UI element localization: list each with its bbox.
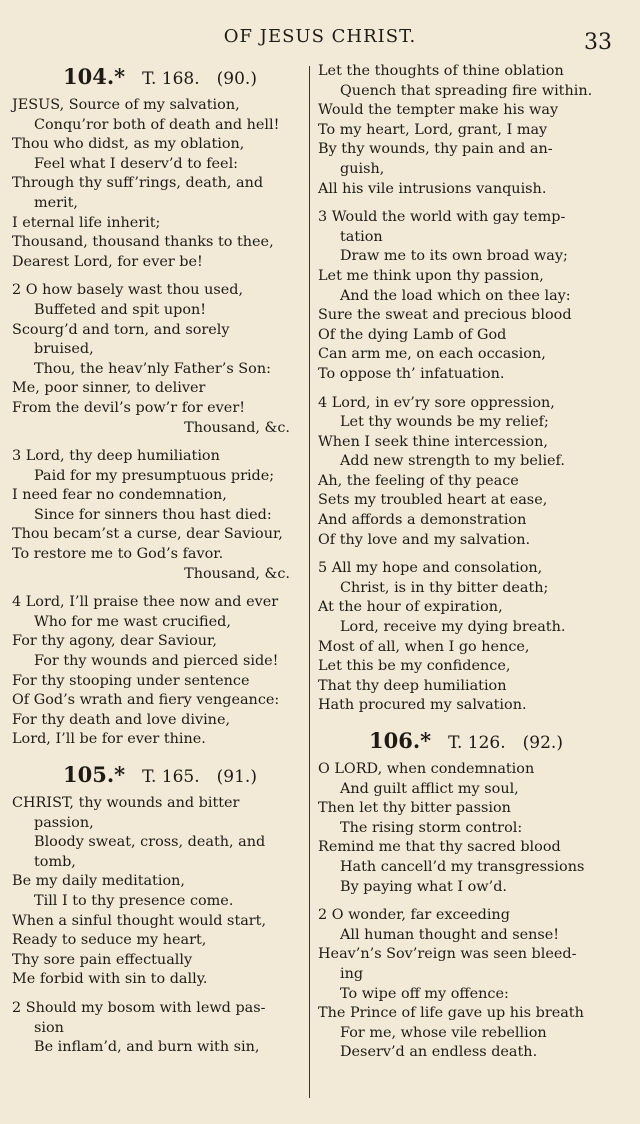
verse-line: Sure the sweat and precious blood bbox=[318, 307, 572, 324]
verse-line: I eternal life inherit; bbox=[12, 214, 161, 231]
verse-line: Of God’s wrath and fiery vengeance: bbox=[12, 692, 280, 709]
verse-line: Quench that spreading fire within. bbox=[340, 82, 593, 99]
verse-line: 5 All my hope and consolation, bbox=[318, 560, 543, 577]
verse-line: Remind me that thy sacred blood bbox=[318, 839, 561, 856]
hymn-heading bbox=[318, 728, 614, 753]
verse-line: Deserv’d an endless death. bbox=[340, 1044, 538, 1061]
running-header: OF JESUS CHRIST. bbox=[223, 26, 417, 47]
verse-line: Let thy wounds be my relief; bbox=[340, 414, 549, 431]
verse-line: To oppose th’ infatuation. bbox=[318, 365, 505, 382]
verse-line: 2 Should my bosom with lewd pas- bbox=[12, 999, 266, 1016]
stanza bbox=[12, 794, 308, 990]
verse-line: Conqu’ror both of death and hell! bbox=[34, 116, 280, 133]
verse-line: To my heart, Lord, grant, I may bbox=[318, 121, 548, 138]
verse-line: By paying what I ow’d. bbox=[340, 878, 507, 895]
verse-line: Heav’n’s Sov’reign was seen bleed- bbox=[318, 946, 577, 963]
verse-line: And the load which on thee lay: bbox=[340, 287, 571, 304]
verse-line: By thy wounds, thy pain and an- bbox=[318, 141, 553, 158]
verse-line: Thousand, thousand thanks to thee, bbox=[12, 234, 274, 251]
verse-line: Let the thoughts of thine oblation bbox=[318, 63, 564, 79]
verse-line: Sets my troubled heart at ease, bbox=[318, 492, 548, 509]
right-column bbox=[318, 62, 614, 1072]
verse-line: Hath cancell’d my transgressions bbox=[340, 858, 585, 875]
stanza bbox=[318, 559, 614, 716]
verse-line: At the hour of expiration, bbox=[318, 599, 503, 616]
verse-line: All human thought and sense! bbox=[340, 926, 560, 943]
verse-line: That thy deep humiliation bbox=[318, 677, 507, 694]
verse-line: Thousand, &c. bbox=[184, 419, 290, 436]
verse-line: Hath procured my salvation. bbox=[318, 697, 527, 714]
verse-line: Be inflam’d, and burn with sin, bbox=[34, 1039, 260, 1056]
verse-line: Who for me wast crucified, bbox=[34, 613, 231, 630]
verse-line: Of thy love and my salvation. bbox=[318, 531, 531, 548]
verse-line: Then let thy bitter passion bbox=[318, 800, 511, 817]
verse-line: Thousand, &c. bbox=[184, 565, 290, 582]
hymn-tune: T. 168. bbox=[142, 69, 200, 89]
verse-line: Bloody sweat, cross, death, and bbox=[34, 834, 266, 851]
verse-line: ing bbox=[340, 965, 364, 982]
verse-line: To wipe off my offence: bbox=[340, 985, 509, 1002]
verse-line: Ready to seduce my heart, bbox=[12, 932, 207, 949]
verse-line: Paid for my presumptuous pride; bbox=[34, 467, 275, 484]
hymn-heading bbox=[12, 762, 308, 787]
verse-line: Be my daily meditation, bbox=[12, 873, 185, 890]
hymn-meter: (90.) bbox=[216, 69, 257, 89]
stanza bbox=[12, 281, 308, 438]
verse-line: All his vile intrusions vanquish. bbox=[318, 180, 547, 197]
verse-line: CHRIST, thy wounds and bitter bbox=[12, 795, 240, 811]
verse-line: And guilt afflict my soul, bbox=[340, 780, 519, 797]
verse-line: For thy wounds and pierced side! bbox=[34, 653, 279, 670]
verse-line: Since for sinners thou hast died: bbox=[34, 506, 272, 523]
verse-line: Add new strength to my belief. bbox=[340, 453, 565, 470]
verse-line: 3 Lord, thy deep humiliation bbox=[12, 448, 220, 465]
verse-line: passion, bbox=[34, 814, 94, 831]
verse-line: O LORD, when condemnation bbox=[318, 761, 535, 777]
column-divider bbox=[309, 66, 310, 1098]
stanza bbox=[318, 760, 614, 897]
stanza bbox=[12, 447, 308, 584]
stanza bbox=[318, 906, 614, 1063]
verse-line: tation bbox=[340, 228, 383, 245]
verse-line: And affords a demonstration bbox=[318, 512, 527, 529]
stanza bbox=[318, 208, 614, 384]
verse-line: For thy death and love divine, bbox=[12, 711, 231, 728]
hymn-number: 104.* bbox=[63, 64, 126, 89]
verse-line: 2 O wonder, far exceeding bbox=[318, 907, 510, 924]
verse-line: The Prince of life gave up his breath bbox=[318, 1005, 584, 1022]
verse-line: When a sinful thought would start, bbox=[12, 912, 267, 929]
verse-line: I need fear no condemnation, bbox=[12, 487, 227, 504]
hymn-number: 105.* bbox=[63, 762, 126, 787]
verse-line: 3 Would the world with gay temp- bbox=[318, 209, 566, 226]
verse-line: From the devil’s pow’r for ever! bbox=[12, 399, 245, 416]
stanza bbox=[318, 62, 614, 199]
verse-line: To restore me to God’s favor. bbox=[12, 546, 224, 563]
stanza bbox=[12, 999, 308, 1058]
verse-line: 4 Lord, I’ll praise thee now and ever bbox=[12, 594, 279, 611]
verse-line: 2 O how basely wast thou used, bbox=[12, 282, 244, 299]
verse-line: Me, poor sinner, to deliver bbox=[12, 380, 206, 397]
verse-line: Lord, receive my dying breath. bbox=[340, 619, 566, 636]
verse-line: Of the dying Lamb of God bbox=[318, 326, 507, 343]
hymn-tune: T. 126. bbox=[448, 733, 506, 753]
verse-line: The rising storm control: bbox=[340, 819, 523, 836]
stanza bbox=[12, 96, 308, 272]
verse-line: JESUS, Source of my salvation, bbox=[12, 97, 240, 113]
verse-line: Scourg’d and torn, and sorely bbox=[12, 321, 230, 338]
verse-line: Till I to thy presence come. bbox=[34, 892, 234, 909]
verse-line: Thy sore pain effectually bbox=[12, 951, 193, 968]
stanza bbox=[318, 394, 614, 551]
verse-line: Me forbid with sin to dally. bbox=[12, 971, 208, 988]
verse-line: Let this be my confidence, bbox=[318, 658, 511, 675]
verse-line: Dearest Lord, for ever be! bbox=[12, 253, 203, 270]
hymn-number: 106.* bbox=[369, 728, 432, 753]
verse-line: When I seek thine intercession, bbox=[318, 433, 548, 450]
verse-line: sion bbox=[34, 1019, 64, 1036]
page-number: 33 bbox=[584, 30, 612, 55]
verse-line: tomb, bbox=[34, 853, 76, 870]
verse-line: Ah, the feeling of thy peace bbox=[318, 472, 519, 489]
hymn-heading bbox=[12, 64, 308, 89]
verse-line: Most of all, when I go hence, bbox=[318, 638, 530, 655]
verse-line: Thou who didst, as my oblation, bbox=[12, 136, 245, 153]
verse-line: merit, bbox=[34, 194, 79, 211]
verse-line: Buffeted and spit upon! bbox=[34, 301, 207, 318]
verse-line: Thou becam’st a curse, dear Saviour, bbox=[12, 526, 283, 543]
verse-line: Lord, I’ll be for ever thine. bbox=[12, 731, 206, 748]
hymn-tune: T. 165. bbox=[142, 767, 200, 787]
verse-line: Through thy suff’rings, death, and bbox=[12, 175, 264, 192]
verse-line: bruised, bbox=[34, 341, 94, 358]
verse-line: Draw me to its own broad way; bbox=[340, 248, 568, 265]
hymn-meter: (92.) bbox=[522, 733, 563, 753]
verse-line: Let me think upon thy passion, bbox=[318, 267, 544, 284]
left-column bbox=[12, 62, 308, 1067]
verse-line: Feel what I deserv’d to feel: bbox=[34, 155, 239, 172]
verse-line: Christ, is in thy bitter death; bbox=[340, 579, 549, 596]
verse-line: Would the tempter make his way bbox=[318, 102, 559, 119]
verse-line: Thou, the heav’nly Father’s Son: bbox=[34, 360, 271, 377]
verse-line: For thy stooping under sentence bbox=[12, 672, 250, 689]
verse-line: For thy agony, dear Saviour, bbox=[12, 633, 217, 650]
stanza bbox=[12, 593, 308, 750]
verse-line: 4 Lord, in ev’ry sore oppression, bbox=[318, 394, 555, 411]
verse-line: Can arm me, on each occasion, bbox=[318, 346, 546, 363]
verse-line: guish, bbox=[340, 160, 385, 177]
verse-line: For me, whose vile rebellion bbox=[340, 1024, 547, 1041]
hymn-meter: (91.) bbox=[216, 767, 257, 787]
